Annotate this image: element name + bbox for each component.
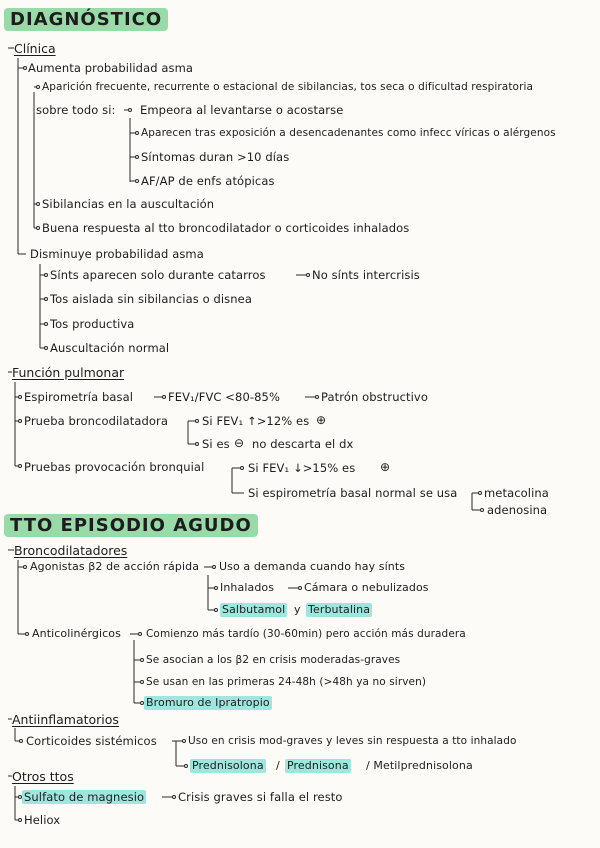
metilprednisolona: / Metilprednisolona [366,759,473,772]
auscultacion-normal: Auscultación normal [50,341,170,355]
tos-aislada: Tos aislada sin sibilancias o disnea [50,292,252,306]
subheader-antiinflamatorios: Antiinflamatorios [12,712,119,727]
no-sints-intercrisis: No sínts intercrisis [312,268,420,282]
heliox: Heliox [24,813,61,827]
espirometria-basal: Espirometría basal [24,390,134,404]
camara-nebulizados: Cámara o nebulizados [304,581,429,594]
disminuye-probabilidad: Disminuye probabilidad asma [30,247,204,261]
fev-fvc: FEV₁/FVC <80-85% [168,390,280,404]
si-fev-disminuye: Si FEV₁ ↓>15% es [248,461,356,475]
uso-crisis: Uso en crisis mod-graves y leves sin respuesta a tto inhalado [188,735,517,747]
prednisolona: Prednisolona [192,759,264,772]
aparicion-frecuente: Aparición frecuente, recurrente o estacional de sibilancias, tos seca o dificultad respiratoria [42,81,534,93]
subheader-funcion-pulmonar: Función pulmonar [12,365,125,380]
no-descarta: no descarta el dx [252,437,354,451]
si-es: Si es [202,437,230,451]
section-title-diagnostico: DIAGNÓSTICO [4,8,168,31]
si-espirometria-normal: Si espirometría basal normal se usa [248,486,458,500]
uso-a-demanda: Uso a demanda cuando hay sínts [219,560,406,573]
salbutamol: Salbutamol [222,603,286,616]
adenosina: adenosina [487,503,548,517]
empeora: Empeora al levantarse o acostarse [140,103,344,117]
sobre-todo-si: sobre todo si: [36,103,116,117]
corticoides-sistemicos: Corticoides sistémicos [26,734,157,748]
sintomas-duran: Síntomas duran >10 días [141,150,290,164]
crisis-graves: Crisis graves si falla el resto [178,790,343,804]
subheader-broncodilatadores: Broncodilatadores [14,543,128,558]
tos-productiva: Tos productiva [50,317,135,331]
prednisona: Prednisona [287,759,349,772]
comienzo-tardio: Comienzo más tardío (30-60min) pero acción más duradera [146,628,466,640]
subheader-clinica: Clínica [14,41,56,56]
aumenta-probabilidad: Aumenta probabilidad asma [28,61,194,75]
patron-obstructivo: Patrón obstructivo [321,390,428,404]
inhalados: Inhalados [220,581,275,594]
prueba-broncodilatadora: Prueba broncodilatadora [24,414,168,428]
positive-circle-icon: ⊕ [316,413,327,427]
section-title-tto: TTO EPISODIO AGUDO [4,514,258,537]
sints-catarros: Sínts aparecen solo durante catarros [50,268,266,282]
anticolinergicos: Anticolinérgicos [32,627,121,640]
se-asocian: Se asocian a los β2 en crisis moderadas-graves [146,654,401,666]
pruebas-provocacion: Pruebas provocación bronquial [24,460,205,474]
bromuro-ipratropio: Bromuro de Ipratropio [146,696,270,709]
slash: / [276,759,280,772]
subheader-otros-ttos: Otros ttos [12,769,74,784]
buena-respuesta: Buena respuesta al tto broncodilatador o corticoides inhalados [42,221,410,235]
terbutalina: Terbutalina [308,603,371,616]
sulfato-magnesio: Sulfato de magnesio [24,790,145,804]
negative-circle-icon: ⊖ [234,436,245,450]
sibilancias-auscultacion: Sibilancias en la auscultación [42,197,215,211]
y-connector: y [294,603,301,616]
si-fev-aumenta: Si FEV₁ ↑>12% es [202,414,310,428]
agonistas-b2: Agonistas β2 de acción rápida [30,560,200,573]
se-usan: Se usan en las primeras 24-48h (>48h ya no sirven) [146,676,427,688]
aparecen-exposicion: Aparecen tras exposición a desencadenantes como infecc víricas o alérgenos [141,127,556,139]
af-ap: AF/AP de enfs atópicas [141,174,275,188]
positive-circle-icon-2: ⊕ [380,460,391,474]
metacolina: metacolina [484,486,549,500]
